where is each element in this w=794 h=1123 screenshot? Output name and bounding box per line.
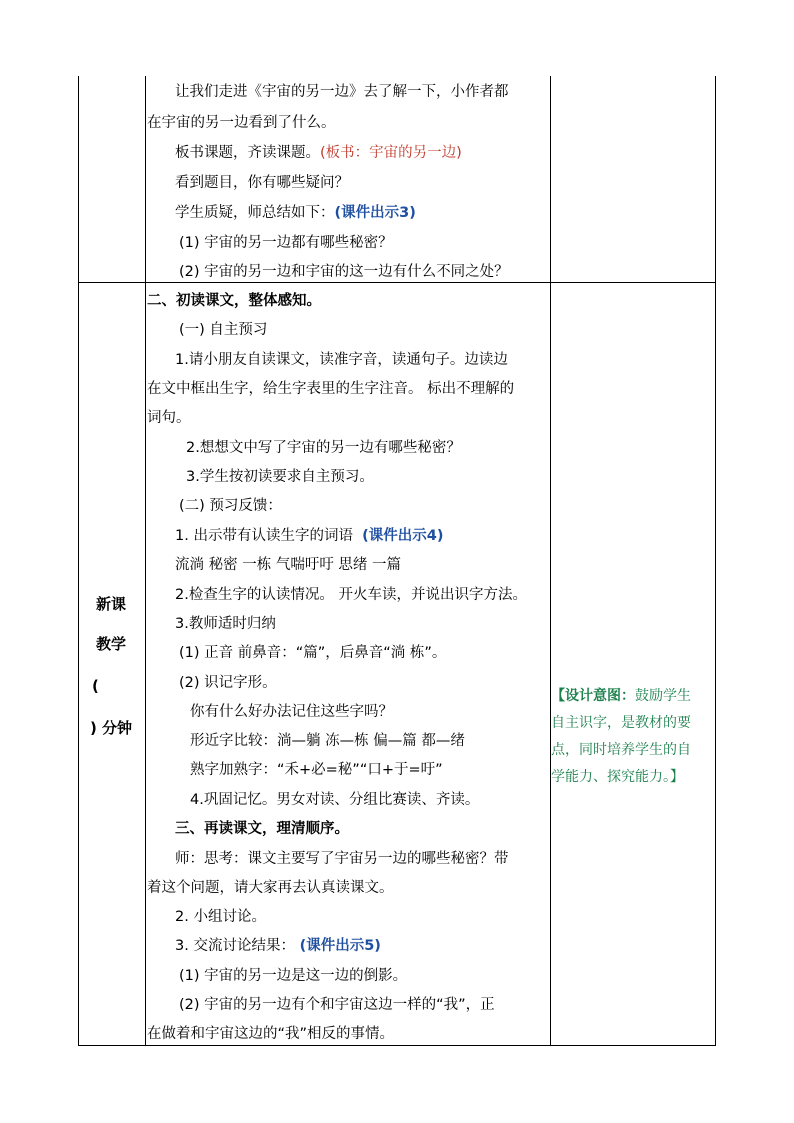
board-writing: (板书：宇宙的另一边)	[320, 145, 462, 161]
heading-2: 二、初读课文，整体感知。	[147, 293, 321, 309]
result-2-line-1: (2) 宇宙的另一边有个和宇宙这边一样的“我”，正	[179, 997, 495, 1013]
design-note	[551, 683, 716, 791]
table-bottom	[78, 1045, 716, 1046]
col-line-3	[550, 76, 551, 1046]
vocabulary-words: 流淌 秘密 一栋 气喘吁吁 思绪 一篇	[175, 557, 402, 573]
col-line-right	[715, 76, 716, 1046]
section-label-4: ) 分钟	[89, 719, 133, 737]
row-divider	[78, 282, 716, 283]
teacher-summary-line	[175, 203, 416, 223]
section-label-2: 教学	[95, 635, 126, 653]
feedback-1-line	[175, 526, 444, 546]
feedback-3d: 形近字比较：淌—躺 冻—栋 偏—篇 都—绪	[190, 733, 465, 749]
discussion-result: 3. 交流讨论结果：	[175, 938, 295, 954]
design-note-line-4: 学能力、探究能力。】	[551, 769, 684, 785]
sub-heading-2: (二) 预习反馈：	[179, 498, 282, 514]
feedback-4: 4.巩固记忆。男女对读、分组比赛读、齐读。	[190, 792, 480, 808]
question-2: (2) 宇宙的另一边和宇宙的这一边有什么不同之处？	[179, 264, 509, 280]
design-note-label: 【设计意图：	[551, 688, 635, 704]
feedback-1: 1. 出示带有认读生字的词语	[175, 528, 353, 544]
courseware-3: (课件出示3)	[334, 205, 416, 221]
board-instruction: 板书课题，齐读课题。	[175, 145, 320, 161]
result-2-line-2: 在做着和宇宙这边的“我”相反的事情。	[147, 1026, 395, 1042]
summary-text: 学生质疑，师总结如下：	[175, 205, 335, 221]
teacher-question-line-1: 师：思考：课文主要写了宇宙另一边的哪些秘密？带	[175, 851, 509, 867]
discussion-result-line	[175, 936, 381, 956]
feedback-3a: (1) 正音 前鼻音：“篇”，后鼻音“淌 栋”。	[179, 645, 447, 661]
design-note-line-1	[551, 683, 716, 710]
heading-3: 三、再读课文，理清顺序。	[175, 821, 349, 837]
group-discussion: 2. 小组讨论。	[175, 909, 266, 925]
instruction-1-line-2: 在文中框出生字，给生字表里的生字注音。 标出不理解的	[147, 381, 515, 397]
section-label-3: (	[92, 677, 99, 695]
board-title-line	[175, 143, 462, 163]
feedback-3e: 熟字加熟字：“禾+必=秘”“口+于=吁”	[190, 762, 443, 778]
instruction-1-line-1: 1.请小朋友自读课文，读准字音，读通句子。边读边	[175, 352, 508, 368]
feedback-3: 3.教师适时归纳	[175, 616, 276, 632]
teacher-question-line-2: 着这个问题，请大家再去认真读课文。	[147, 880, 394, 896]
instruction-2: 2.想想文中写了宇宙的另一边有哪些秘密？	[186, 440, 461, 456]
col-line-2	[145, 76, 146, 1046]
feedback-2: 2.检查生字的认读情况。 开火车读，并说出识字方法。	[175, 587, 527, 603]
col-line-left	[78, 76, 79, 1046]
question-1: (1) 宇宙的另一边都有哪些秘密？	[179, 235, 393, 251]
feedback-3c: 你有什么好办法记住这些字吗？	[190, 704, 393, 720]
instruction-1-line-3: 词句。	[147, 410, 191, 426]
design-note-line-2: 自主识字，是教材的要	[551, 715, 691, 731]
question-prompt: 看到题目，你有哪些疑问？	[175, 175, 349, 191]
intro-line-1: 让我们走进《宇宙的另一边》去了解一下，小作者都	[175, 84, 509, 100]
section-label-1: 新课	[95, 595, 126, 613]
design-note-line-1-rest: 鼓励学生	[635, 688, 691, 704]
courseware-5: (课件出示5)	[299, 938, 381, 954]
design-note-line-3: 点，同时培养学生的自	[551, 742, 691, 758]
instruction-3: 3.学生按初读要求自主预习。	[186, 469, 374, 485]
courseware-4: (课件出示4)	[362, 528, 444, 544]
sub-heading-1: (一) 自主预习	[179, 322, 268, 338]
intro-line-2: 在宇宙的另一边看到了什么。	[147, 115, 336, 131]
result-1: (1) 宇宙的另一边是这一边的倒影。	[179, 968, 408, 984]
feedback-3b: (2) 识记字形。	[179, 675, 277, 691]
